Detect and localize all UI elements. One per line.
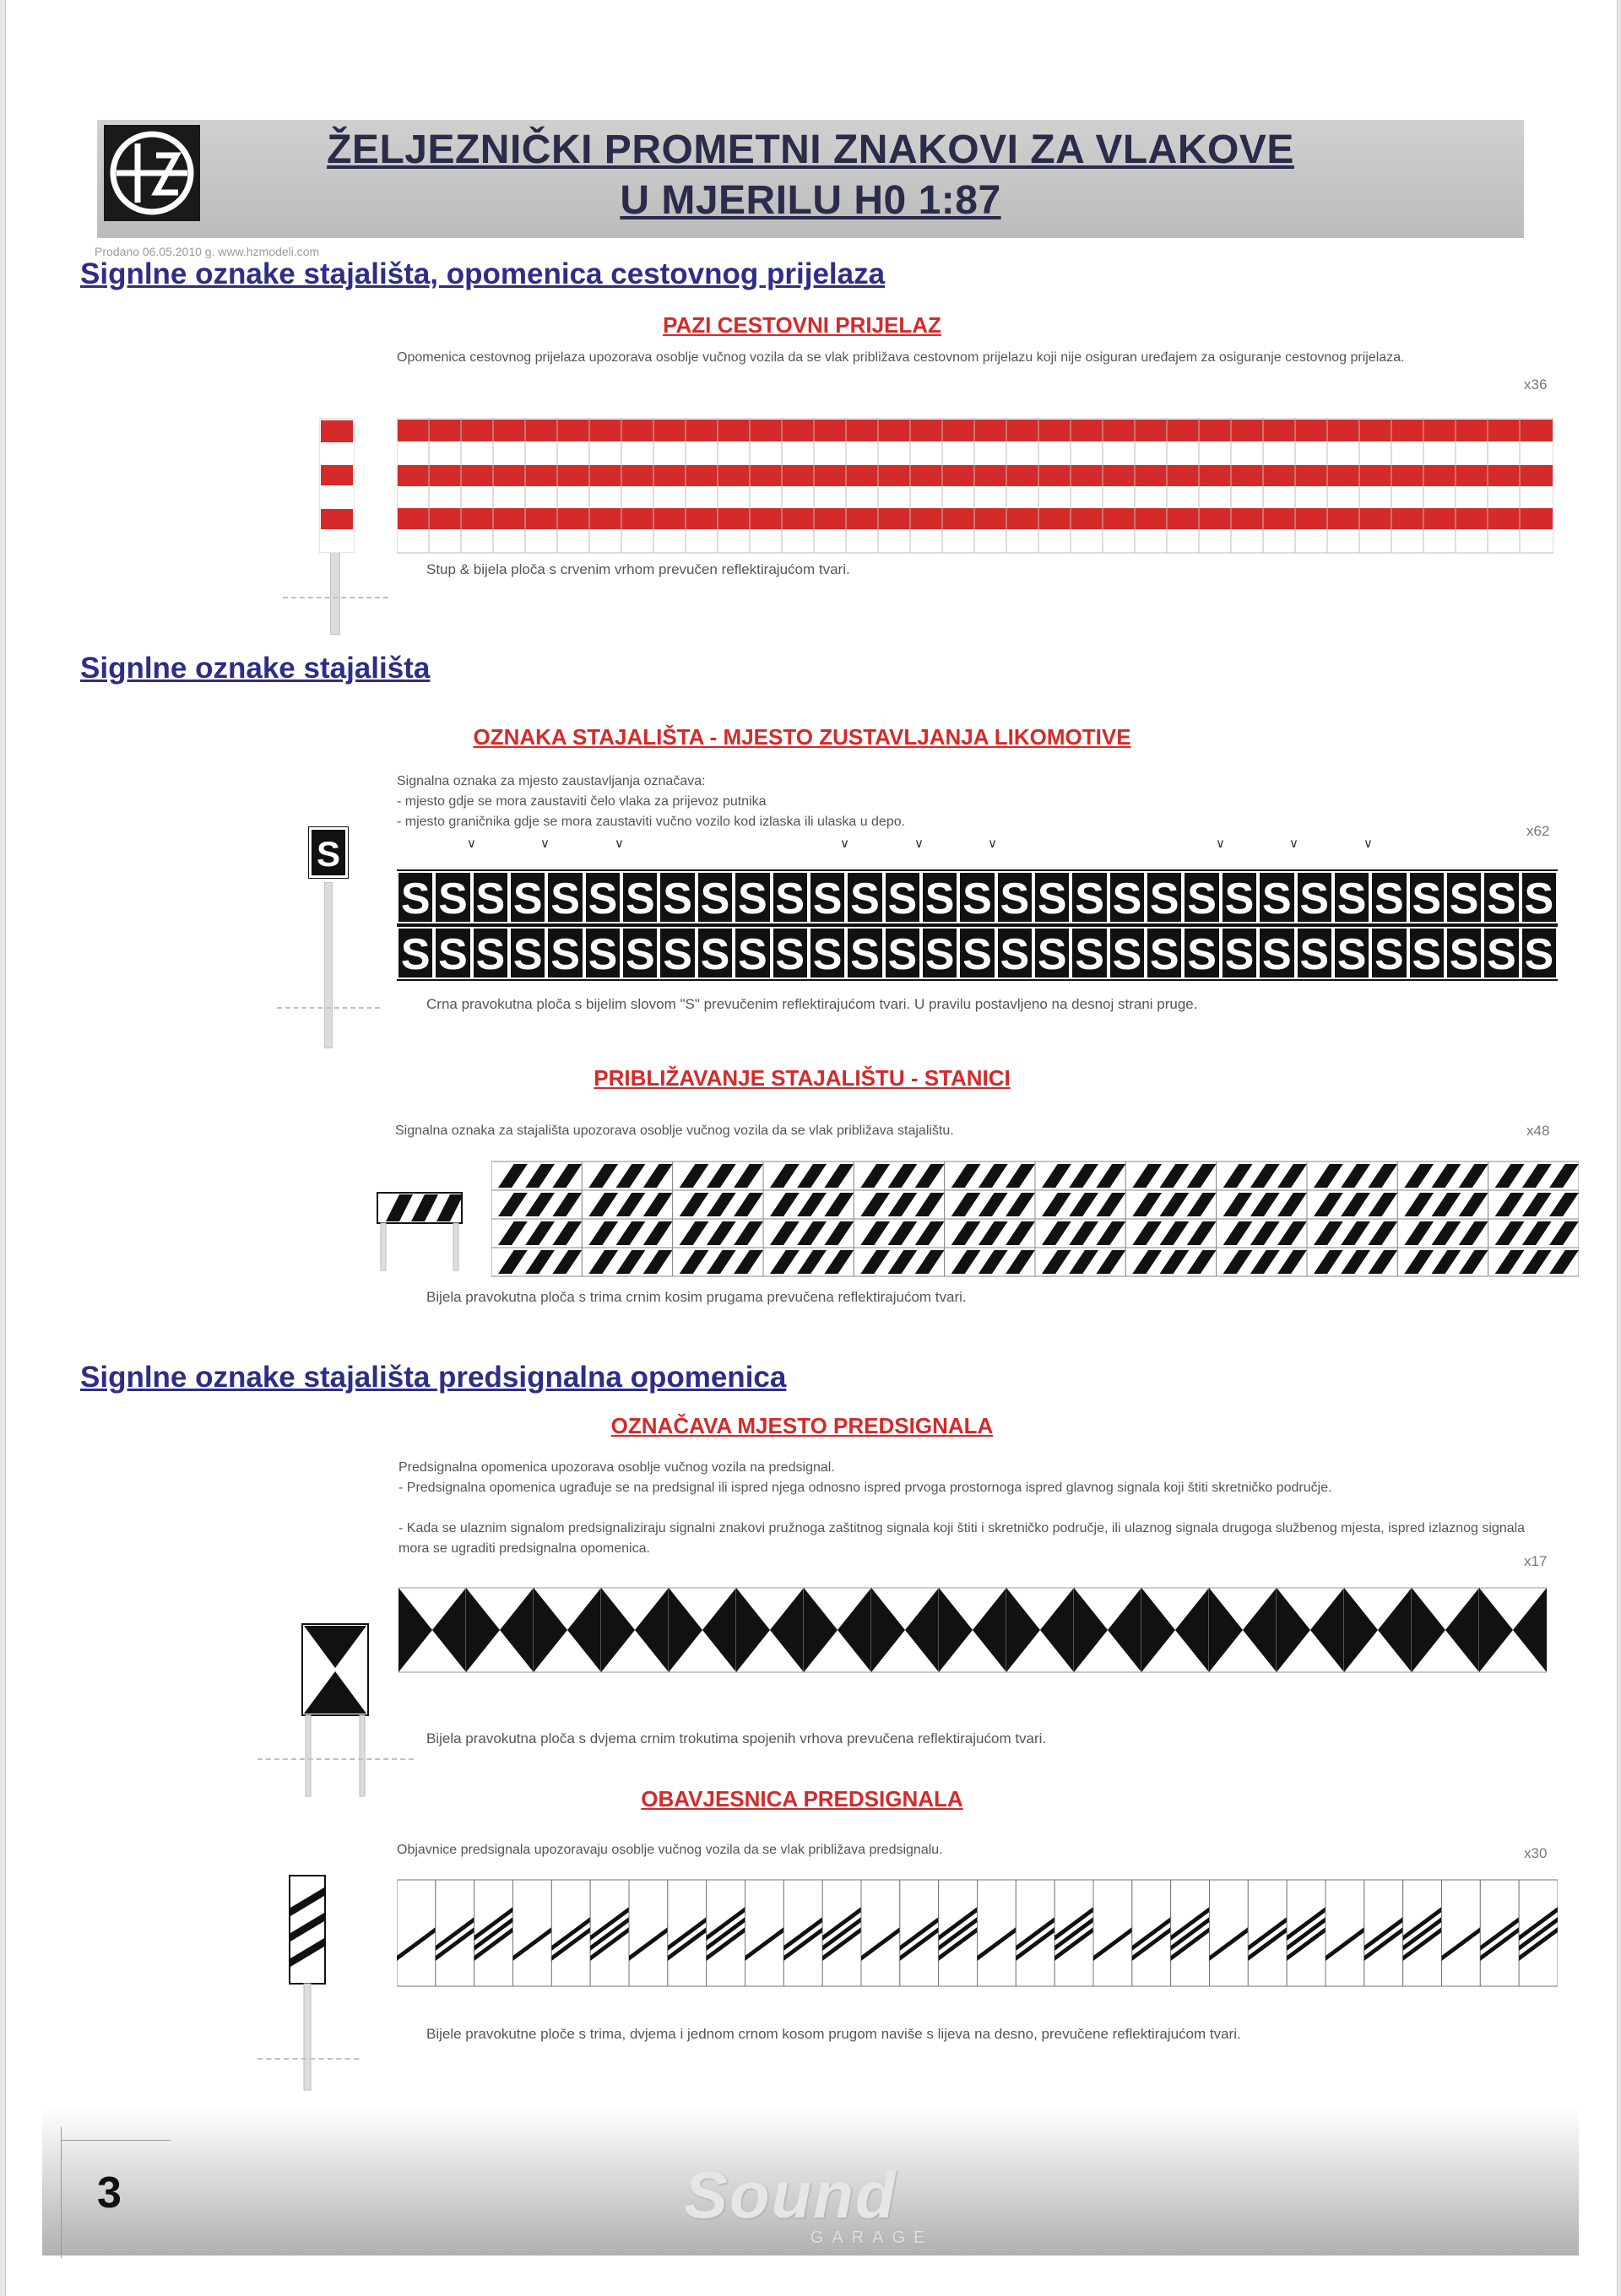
oznaka-sign-tile: S	[397, 927, 434, 979]
oznaka-sign-tile: S	[1033, 927, 1071, 979]
oznaka-sign-tile: S	[884, 927, 921, 979]
oznaka-sign-sheet	[397, 869, 1558, 981]
priblizavanje-sign-tile	[1125, 1190, 1216, 1219]
sign-caption-predsignal: Bijela pravokutna ploča s dvjema crnim trokutima spojenih vrhova prevučena reflektirajućom tvari.	[426, 1730, 1047, 1746]
oznaka-sign-tile: S	[734, 871, 771, 923]
obavjesnica-sign-tile	[822, 1880, 861, 1986]
section-heading-1: Signlne oznake stajališta, opomenica cestovnog prijelaza	[80, 257, 886, 290]
oznaka-sign-tile: S	[1370, 871, 1407, 923]
oznaka-sign-tile: S	[697, 927, 734, 979]
copyright-note: Prodano 06.05.2010 g. www.hzmodeli.com	[95, 245, 320, 258]
oznaka-sign-tile: S	[472, 871, 509, 923]
priblizavanje-sign-tile	[763, 1190, 854, 1219]
oznaka-sign-tile: S	[509, 927, 546, 979]
obavjesnica-sign-tile	[1442, 1880, 1481, 1986]
brand-logo-text: Sound	[684, 2158, 897, 2232]
sign-desc-predsignal-1: Predsignalna opomenica upozorava osoblje vučnog vozila na predsignal.	[398, 1460, 835, 1475]
oznaka-sign-tile: S	[809, 927, 846, 979]
pazi-sign-sheet	[397, 418, 1553, 557]
priblizavanje-sign-tile	[945, 1219, 1035, 1248]
predsignal-sign-tile	[1209, 1588, 1277, 1672]
oznaka-sign-tile: S	[1109, 927, 1146, 979]
cut-mark: ∨	[988, 837, 997, 851]
predsignal-sign-tile	[669, 1588, 736, 1672]
sign-caption-priblizavanje: Bijela pravokutna ploča s trima crnim kosim prugama prevučena reflektirajućom tvari.	[426, 1289, 967, 1305]
oznaka-sign-tile: S	[509, 871, 546, 923]
obavjesnica-sign-tile	[1093, 1880, 1132, 1986]
obavjesnica-sign-tile	[629, 1880, 668, 1986]
section-heading-2: Signlne oznake stajališta	[80, 652, 431, 685]
priblizavanje-sign-tile	[945, 1190, 1035, 1219]
obavjesnica-sign-tile	[783, 1880, 822, 1986]
predsignal-sign-tile	[466, 1588, 534, 1672]
sign-caption-pazi: Stup & bijela ploča s crvenim vrhom prevučen reflektirajućom tvari.	[426, 561, 850, 577]
obavjesnica-sign-tile	[939, 1880, 978, 1986]
obavjesnica-sign-tile	[1519, 1880, 1558, 1986]
oznaka-sign-tile: S	[697, 871, 734, 923]
priblizavanje-sign-tile	[945, 1248, 1035, 1276]
priblizavanje-sign-tile	[1397, 1162, 1488, 1190]
oznaka-sign-tile: S	[434, 927, 471, 979]
obavjesnica-sign-sheet	[397, 1878, 1558, 1988]
obavjesnica-sign-tile	[436, 1880, 474, 1986]
ground-line	[258, 1758, 414, 1760]
cut-mark: ∨	[615, 837, 624, 851]
oznaka-sign-tile: S	[1445, 927, 1483, 979]
oznaka-sign-tile: S	[1071, 871, 1108, 923]
oznaka-sign-tile: S	[1408, 927, 1445, 979]
priblizavanje-sign-tile	[491, 1162, 582, 1190]
predsignal-sign-tile	[601, 1588, 669, 1672]
priblizavanje-sign-tile	[491, 1219, 582, 1248]
oznaka-sign-tile: S	[1296, 871, 1333, 923]
priblizavanje-sign-tile	[1217, 1162, 1307, 1190]
oznaka-sign-tile: S	[809, 871, 846, 923]
priblizavanje-sign-tile	[1488, 1190, 1579, 1219]
priblizavanje-sign-tile	[854, 1248, 944, 1276]
obavjesnica-sign-tile	[551, 1880, 590, 1986]
oznaka-sign-tile: S	[1146, 927, 1183, 979]
priblizavanje-sign-tile	[1488, 1248, 1579, 1276]
obavjesnica-sign-tile	[668, 1880, 707, 1986]
priblizavanje-sign-tile	[1488, 1162, 1579, 1190]
predsignal-sign-tile	[804, 1588, 871, 1672]
oznaka-sign-tile: S	[1445, 871, 1483, 923]
predsignal-sign-tile	[398, 1588, 466, 1672]
sign-count-oznaka: x62	[1526, 823, 1550, 839]
oznaka-sign-tile: S	[1483, 871, 1520, 923]
oznaka-sign-tile: S	[1183, 871, 1220, 923]
priblizavanje-sign-tile	[945, 1162, 1035, 1190]
sign-caption-obavjesnica: Bijele pravokutne ploče s trima, dvjema i jednom crnom kosom prugom naviše s lijeva na desno, prevučene reflektirajućom tvari.	[426, 2026, 1241, 2042]
sign-desc-oznaka-1: Signalna oznaka za mjesto zaustavljanja označava:	[397, 774, 706, 788]
oznaka-sign-tile: S	[584, 927, 621, 979]
oznaka-sign-tile: S	[1483, 927, 1520, 979]
section-heading-3: Signlne oznake stajališta predsignalna opomenica	[80, 1361, 787, 1394]
priblizavanje-sign-tile	[1217, 1190, 1307, 1219]
oznaka-sign-tile: S	[1033, 871, 1071, 923]
priblizavanje-sign-tile	[673, 1219, 763, 1248]
obavjesnica-sign-tile	[900, 1880, 939, 1986]
sign-count-pazi: x36	[1524, 376, 1548, 393]
obavjesnica-sign-tile	[1054, 1880, 1093, 1986]
sign-title-pazi: PAZI CESTOVNI PRIJELAZ	[663, 312, 941, 338]
page-title-line1: ŽELJEZNIČKI PROMETNI ZNAKOVI ZA VLAKOVE	[327, 127, 1294, 172]
oznaka-sign-tile: S	[621, 871, 659, 923]
priblizavanje-sign-preview	[374, 1186, 467, 1274]
priblizavanje-sign-tile	[1307, 1219, 1397, 1248]
oznaka-sign-tile: S	[434, 871, 471, 923]
priblizavanje-sign-tile	[854, 1190, 944, 1219]
sign-desc-obavjesnica: Objavnice predsignala upozoravaju osoblje vučnog vozila da se vlak približava predsignalu.	[397, 1843, 943, 1857]
priblizavanje-sign-tile	[763, 1162, 854, 1190]
priblizavanje-sign-tile	[1397, 1219, 1488, 1248]
ground-line	[277, 1007, 380, 1009]
predsignal-sign-tile	[1074, 1588, 1141, 1672]
sign-title-obavjesnica: OBAVJESNICA PREDSIGNALA	[641, 1786, 963, 1811]
obavjesnica-sign-tile	[861, 1880, 900, 1986]
sign-desc-priblizavanje: Signalna oznaka za stajališta upozorava osoblje vučnog vozila da se vlak približava stajalištu.	[395, 1124, 954, 1138]
priblizavanje-sign-tile	[1125, 1248, 1216, 1276]
page-number: 3	[97, 2169, 122, 2217]
oznaka-sign-tile: S	[546, 927, 583, 979]
priblizavanje-sign-tile	[673, 1190, 763, 1219]
priblizavanje-sign-tile	[1397, 1248, 1488, 1276]
priblizavanje-sign-tile	[763, 1248, 854, 1276]
cut-mark: ∨	[540, 837, 550, 851]
priblizavanje-sign-tile	[673, 1162, 763, 1190]
predsignal-sign-tile	[1006, 1588, 1074, 1672]
priblizavanje-sign-tile	[1125, 1219, 1216, 1248]
oznaka-sign-tile: S	[1296, 927, 1333, 979]
sign-pole	[330, 549, 340, 635]
predsignal-sign-tile	[534, 1588, 601, 1672]
obavjesnica-sign-tile	[1480, 1880, 1519, 1986]
oznaka-sign-tile: S	[546, 871, 583, 923]
oznaka-sign-tile: S	[1521, 927, 1558, 979]
priblizavanje-sign-tile	[1217, 1219, 1307, 1248]
predsignal-sign-tile	[1344, 1588, 1412, 1672]
obavjesnica-sign-tile	[745, 1880, 784, 1986]
oznaka-sign-preview: S	[309, 827, 348, 878]
oznaka-sign-tile: S	[659, 871, 696, 923]
cut-mark: ∨	[1216, 837, 1225, 851]
obavjesnica-sign-tile	[590, 1880, 629, 1986]
priblizavanje-sign-tile	[1488, 1219, 1579, 1248]
oznaka-sign-tile: S	[472, 927, 509, 979]
predsignal-sign-sheet	[398, 1587, 1547, 1673]
predsignal-sign-tile	[1479, 1588, 1547, 1672]
obavjesnica-sign-tile	[474, 1880, 513, 1986]
priblizavanje-sign-tile	[1217, 1248, 1307, 1276]
hz-logo	[104, 125, 200, 221]
obavjesnica-sign-tile	[1132, 1880, 1171, 1986]
predsignal-sign-tile	[736, 1588, 804, 1672]
sign-title-oznaka: OZNAKA STAJALIŠTA - MJESTO ZUSTAVLJANJA LIKOMOTIVE	[473, 724, 1131, 750]
obavjesnica-sign-tile	[707, 1880, 745, 1986]
sign-desc-oznaka-2: - mjesto gdje se mora zaustaviti čelo vlaka za prijevoz putnika	[397, 794, 767, 809]
sign-caption-oznaka: Crna pravokutna ploča s bijelim slovom "S" prevučenim reflektirajućom tvari. U pravilu postavljeno na desnoj strani pruge.	[426, 996, 1198, 1012]
priblizavanje-sign-tile	[582, 1190, 672, 1219]
obavjesnica-sign-tile	[1171, 1880, 1210, 1986]
obavjesnica-sign-tile	[1364, 1880, 1403, 1986]
sign-count-predsignal: x17	[1524, 1553, 1548, 1569]
sign-desc-predsignal-3: - Kada se ulaznim signalom predsignaliziraju signalni znakovi pružnoga zaštitnog signala koji štiti i skretničko područje, ili ulaznog signala drugoga službenog mjesta, ispred izlaznog signala mora se ugraditi predsignalna opomenica.	[398, 1521, 1526, 1556]
sign-count-priblizavanje: x48	[1526, 1123, 1550, 1139]
priblizavanje-sign-tile	[854, 1162, 944, 1190]
oznaka-sign-tile: S	[1221, 927, 1258, 979]
oznaka-sign-tile: S	[958, 871, 995, 923]
oznaka-sign-tile: S	[921, 927, 958, 979]
oznaka-sign-tile: S	[1258, 871, 1295, 923]
priblizavanje-sign-tile	[1035, 1190, 1125, 1219]
oznaka-sign-tile: S	[734, 927, 771, 979]
oznaka-sign-tile: S	[996, 871, 1033, 923]
obavjesnica-sign-tile	[1287, 1880, 1326, 1986]
priblizavanje-sign-tile	[763, 1219, 854, 1248]
oznaka-sign-tile: S	[397, 871, 434, 923]
priblizavanje-sign-tile	[1125, 1162, 1216, 1190]
footer-rule	[61, 2127, 62, 2258]
cut-mark: ∨	[840, 837, 849, 851]
priblizavanje-sign-tile	[1307, 1162, 1397, 1190]
oznaka-sign-tile: S	[1333, 927, 1370, 979]
priblizavanje-sign-tile	[1035, 1162, 1125, 1190]
oznaka-sign-tile: S	[1146, 871, 1183, 923]
sign-count-obavjesnica: x30	[1524, 1845, 1548, 1861]
oznaka-sign-tile: S	[584, 871, 621, 923]
cut-mark: ∨	[914, 837, 924, 851]
obavjesnica-sign-tile	[1016, 1880, 1054, 1986]
ground-line	[258, 2058, 359, 2060]
priblizavanje-sign-tile	[582, 1162, 672, 1190]
cut-mark: ∨	[467, 837, 476, 851]
pazi-sign-preview	[319, 418, 355, 553]
priblizavanje-sign-tile	[1397, 1190, 1488, 1219]
obavjesnica-sign-preview	[287, 1874, 331, 2093]
obavjesnica-sign-tile	[978, 1880, 1017, 1986]
priblizavanje-sign-tile	[1307, 1248, 1397, 1276]
oznaka-sign-tile: S	[1521, 871, 1558, 923]
predsignal-sign-tile	[1412, 1588, 1479, 1672]
predsignal-sign-preview	[297, 1622, 373, 1800]
priblizavanje-sign-tile	[1035, 1219, 1125, 1248]
oznaka-sign-tile: S	[1221, 871, 1258, 923]
oznaka-sign-tile: S	[1183, 927, 1220, 979]
obavjesnica-sign-tile	[1210, 1880, 1249, 1986]
brand-logo-subtext: GARAGE	[810, 2228, 934, 2247]
oznaka-sign-tile: S	[846, 927, 883, 979]
predsignal-sign-tile	[871, 1588, 939, 1672]
oznaka-sign-tile: S	[996, 927, 1033, 979]
priblizavanje-sign-tile	[1035, 1248, 1125, 1276]
priblizavanje-sign-tile	[491, 1190, 582, 1219]
oznaka-sign-tile: S	[884, 871, 921, 923]
oznaka-sign-tile: S	[958, 927, 995, 979]
priblizavanje-sign-tile	[582, 1219, 672, 1248]
ground-line	[283, 597, 388, 598]
cut-mark: ∨	[1289, 837, 1298, 851]
priblizavanje-sign-sheet	[491, 1161, 1579, 1277]
oznaka-sign-tile: S	[1333, 871, 1370, 923]
cut-mark: ∨	[1363, 837, 1373, 851]
oznaka-sign-tile: S	[1071, 927, 1108, 979]
sign-desc-predsignal-2: - Predsignalna opomenica ugrađuje se na predsignal ili ispred njega odnosno ispred prvoga prostornoga ispred glavnog signala koji štiti skretničko područje.	[398, 1481, 1332, 1495]
oznaka-sign-tile: S	[659, 927, 696, 979]
sign-title-priblizavanje: PRIBLIŽAVANJE STAJALIŠTU - STANICI	[594, 1065, 1011, 1091]
oznaka-sign-tile: S	[921, 871, 958, 923]
oznaka-sign-tile: S	[1258, 927, 1295, 979]
oznaka-sign-tile: S	[772, 927, 809, 979]
obavjesnica-sign-tile	[397, 1880, 436, 1986]
obavjesnica-sign-tile	[1326, 1880, 1364, 1986]
oznaka-sign-tile: S	[1109, 871, 1146, 923]
obavjesnica-sign-tile	[1248, 1880, 1287, 1986]
predsignal-sign-tile	[1141, 1588, 1209, 1672]
sign-desc-pazi: Opomenica cestovnog prijelaza upozorava osoblje vučnog vozila da se vlak približava cestovnom prijelazu koji nije osiguran uređajem za osiguranje cestovnog prijelaza.	[397, 350, 1405, 365]
page-title-line2: U MJERILU H0 1:87	[620, 178, 1001, 223]
priblizavanje-sign-tile	[1307, 1190, 1397, 1219]
obavjesnica-sign-tile	[1403, 1880, 1442, 1986]
sign-pole	[324, 882, 333, 1048]
oznaka-sign-tile: S	[846, 871, 883, 923]
oznaka-sign-tile: S	[772, 871, 809, 923]
priblizavanje-sign-tile	[673, 1248, 763, 1276]
priblizavanje-sign-tile	[582, 1248, 672, 1276]
predsignal-sign-tile	[939, 1588, 1006, 1672]
priblizavanje-sign-tile	[854, 1219, 944, 1248]
sign-desc-oznaka-3: - mjesto graničnika gdje se mora zaustaviti vučno vozilo kod izlaska ili ulaska u depo.	[397, 815, 906, 829]
footer-rule	[61, 2140, 171, 2141]
predsignal-sign-tile	[1277, 1588, 1344, 1672]
sign-title-predsignal: OZNAČAVA MJESTO PREDSIGNALA	[610, 1413, 994, 1438]
oznaka-sign-tile: S	[1408, 871, 1445, 923]
oznaka-sign-tile: S	[621, 927, 659, 979]
priblizavanje-sign-tile	[491, 1248, 582, 1276]
obavjesnica-sign-tile	[513, 1880, 552, 1986]
oznaka-sign-tile: S	[1370, 927, 1407, 979]
